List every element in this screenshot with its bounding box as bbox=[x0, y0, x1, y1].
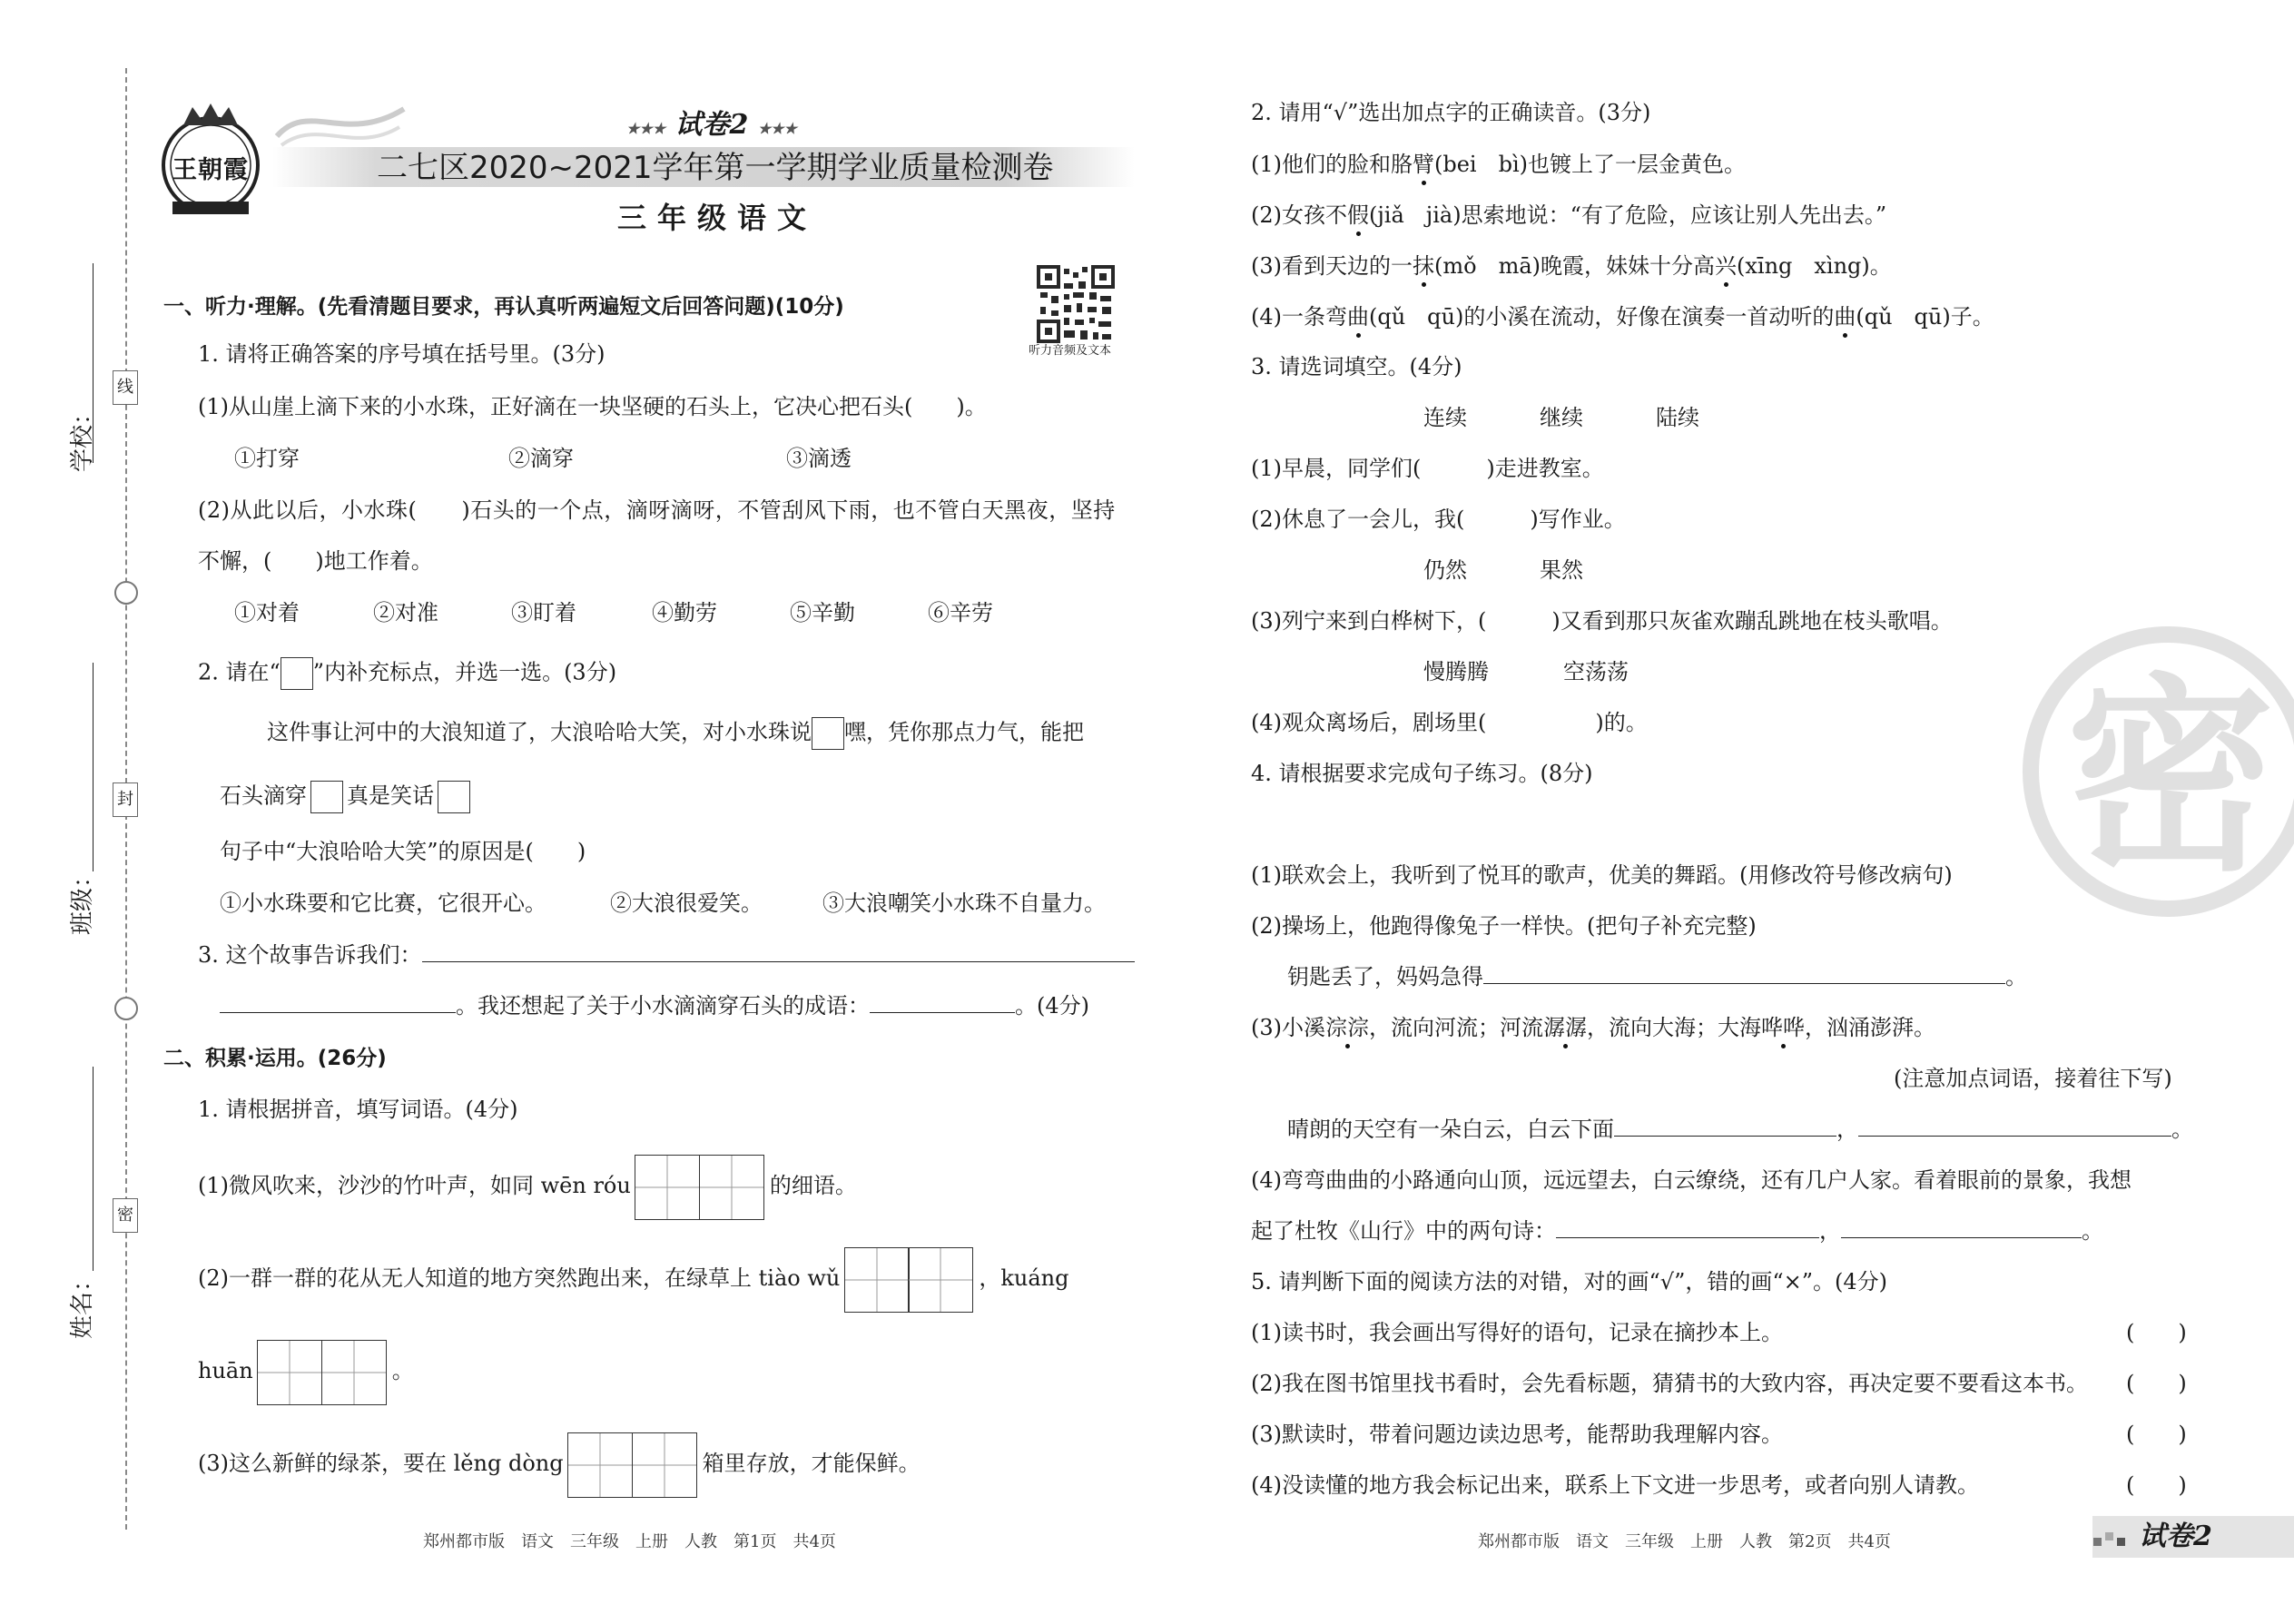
q1-stem: 1. 请将正确答案的序号填在括号里。(3分) bbox=[198, 341, 605, 367]
q22-4-a: (4)一条弯 bbox=[1251, 304, 1347, 330]
q24-4-line1: (4)弯弯曲曲的小路通向山顶，远远望去，白云缭绕，还有几户人家。看着眼前的景象，我想 bbox=[1251, 1167, 2132, 1193]
school-field[interactable] bbox=[64, 263, 100, 536]
binding-hole-1 bbox=[114, 581, 138, 605]
q23-stem: 3. 请选词填空。(4分) bbox=[1251, 354, 1462, 379]
logo-badge bbox=[156, 100, 265, 218]
q25-answer-3[interactable]: ( ) bbox=[2126, 1422, 2187, 1447]
q3-line2 bbox=[220, 991, 1089, 1020]
q24-3-b: ，流向河流；河流 bbox=[1369, 1015, 1543, 1040]
q21-3-tail: 箱里存放，才能保鲜。 bbox=[702, 1451, 921, 1476]
footer-left: 郑州都市版 语文 三年级 上册 人教 第1页 共4页 bbox=[423, 1532, 836, 1551]
q23-1[interactable]: (1)早晨，同学们( )走进教室。 bbox=[1251, 456, 1604, 481]
q2-option-1: ①小水珠要和它比赛，它很开心。 bbox=[220, 891, 546, 916]
q23-word-4: 仍然 bbox=[1423, 557, 1467, 583]
q25-answer-1[interactable]: ( ) bbox=[2126, 1320, 2187, 1345]
q24-3-dotted-word-1: 淙淙 bbox=[1325, 1015, 1369, 1040]
punct-box-sample bbox=[281, 657, 313, 690]
q1-1-option-2: ②滴穿 bbox=[508, 446, 574, 471]
q21-2-huan: huān bbox=[198, 1358, 253, 1383]
q24-2-answer bbox=[1287, 962, 2027, 991]
q3-prompt: 3. 这个故事告诉我们： bbox=[198, 942, 422, 968]
q23-3[interactable]: (3)列宁来到白桦树下，( )又看到那只灰雀欢蹦乱跳地在枝头歌唱。 bbox=[1251, 608, 1953, 634]
qr-code[interactable] bbox=[1037, 265, 1115, 343]
school-label: 学校： bbox=[69, 400, 96, 472]
binding-margin bbox=[0, 0, 154, 1624]
q25-item-4: (4)没读懂的地方我会标记出来，联系上下文进一步思考，或者向别人请教。 bbox=[1251, 1472, 1979, 1498]
q23-word-6: 慢腾腾 bbox=[1423, 659, 1489, 684]
exam-subject: 三年级语文 bbox=[617, 201, 818, 235]
q2-option-2: ②大浪很爱笑。 bbox=[610, 891, 763, 916]
q22-1-dotted-char: 臂 bbox=[1413, 152, 1434, 177]
qr-code-icon bbox=[1037, 265, 1115, 343]
q2-passage-line1 bbox=[267, 717, 1084, 750]
q21-2-cont bbox=[198, 1336, 414, 1405]
q23-word-7: 空荡荡 bbox=[1563, 659, 1629, 684]
punct-box-3[interactable] bbox=[438, 781, 470, 813]
q24-2-answer-line[interactable] bbox=[1483, 963, 2005, 984]
ribbon-icon bbox=[272, 91, 409, 154]
q21-stem: 1. 请根据拼音，填写词语。(4分) bbox=[198, 1097, 518, 1122]
q24-4-line2 bbox=[1251, 1216, 2103, 1245]
watermark-seal bbox=[2023, 626, 2294, 917]
ribbon-decoration bbox=[272, 91, 409, 154]
q25-stem: 5. 请判断下面的阅读方法的对错，对的画“√”，错的画“×”。(4分) bbox=[1251, 1269, 1888, 1294]
q25-item-1: (1)读书时，我会画出写得好的语句，记录在摘抄本上。 bbox=[1251, 1320, 1783, 1345]
q24-3 bbox=[1251, 1013, 1935, 1042]
q23-word-3: 陆续 bbox=[1656, 405, 1699, 430]
class-label: 班级： bbox=[69, 863, 96, 935]
q22-4-c[interactable]: (qǔ qū)子。 bbox=[1856, 304, 1994, 330]
q2-stem-pre: 2. 请在“ bbox=[198, 659, 281, 685]
q21-1-text: (1)微风吹来，沙沙的竹叶声，如同 wēn róu bbox=[198, 1173, 631, 1198]
q1-1-option-3: ③滴透 bbox=[786, 446, 852, 471]
q21-2 bbox=[198, 1244, 1068, 1313]
square-icon bbox=[2093, 1538, 2102, 1546]
q1-2-option-1: ①对着 bbox=[234, 600, 300, 625]
q24-stem: 4. 请根据要求完成句子练习。(8分) bbox=[1251, 761, 1593, 786]
punct-box-2[interactable] bbox=[310, 781, 343, 813]
footer-tag: 试卷2 bbox=[2139, 1521, 2212, 1552]
star-icons-right: ★★★ bbox=[757, 120, 797, 137]
q22-stem: 2. 请用“√”选出加点字的正确读音。(3分) bbox=[1251, 100, 1651, 125]
q22-4 bbox=[1251, 302, 1994, 331]
binding-hole-2 bbox=[114, 997, 138, 1020]
q22-2-b[interactable]: (jiǎ jià)思索地说：“有了危险，应该让别人先出去。” bbox=[1369, 202, 1887, 228]
q24-2-prompt: 钥匙丢了，妈妈急得 bbox=[1287, 964, 1483, 989]
q22-2-a: (2)女孩不 bbox=[1251, 202, 1347, 228]
punct-box-1[interactable] bbox=[812, 717, 844, 750]
q24-4-comma: ， bbox=[1819, 1218, 1841, 1244]
watermark-char: 密 bbox=[2066, 657, 2276, 900]
logo-text: 王朝霞 bbox=[172, 156, 249, 184]
q24-1[interactable]: (1)联欢会上，我听到了悦耳的歌声，优美的舞蹈。(用修改符号修改病句) bbox=[1251, 862, 1953, 888]
binding-mark-mi: 密 bbox=[113, 1198, 138, 1233]
q1-2-line2: 不懈，( )地工作着。 bbox=[198, 548, 433, 574]
q24-3-dotted-word-2: 潺潺 bbox=[1543, 1015, 1587, 1040]
q2-stem bbox=[198, 657, 616, 690]
pinyin-boxes-wenrou[interactable] bbox=[636, 1155, 764, 1220]
footer-right: 郑州都市版 语文 三年级 上册 人教 第2页 共4页 bbox=[1478, 1532, 1891, 1551]
q2-stem-post: ”内补充标点，并选一选。(3分) bbox=[312, 659, 617, 685]
q23-word-5: 果然 bbox=[1540, 557, 1583, 583]
binding-mark-xian: 线 bbox=[113, 370, 138, 405]
q22-4-b[interactable]: (qǔ qū)的小溪在流动，好像在演奏一首动听的 bbox=[1369, 304, 1835, 330]
q24-3-prompt: 晴朗的天空有一朵白云，白云下面 bbox=[1287, 1117, 1614, 1142]
pinyin-boxes-kuanghuan[interactable] bbox=[259, 1340, 387, 1405]
q21-2-end: 。 bbox=[391, 1358, 414, 1383]
q22-4-dotted-char-2: 曲 bbox=[1834, 304, 1856, 330]
q2-option-3: ③大浪嘲笑小水珠不自量力。 bbox=[822, 891, 1106, 916]
square-icon bbox=[2105, 1532, 2113, 1540]
q24-4-poem-line-2[interactable] bbox=[1841, 1217, 2082, 1238]
q25-answer-2[interactable]: ( ) bbox=[2126, 1371, 2187, 1396]
q22-1 bbox=[1251, 150, 1746, 179]
q2-passage-d: 真是笑话 bbox=[347, 782, 434, 809]
q3-idiom-line[interactable] bbox=[870, 992, 1015, 1013]
pinyin-boxes-tiaowu[interactable] bbox=[845, 1247, 973, 1313]
q23-word-1: 连续 bbox=[1423, 405, 1467, 430]
q21-3 bbox=[198, 1429, 921, 1498]
class-field[interactable] bbox=[64, 663, 100, 953]
name-label: 姓名： bbox=[69, 1267, 96, 1339]
q2-question: 句子中“大浪哈哈大笑”的原因是( ) bbox=[220, 839, 586, 864]
q23-word-2: 继续 bbox=[1540, 405, 1583, 430]
q21-2-kuang: ，kuáng bbox=[979, 1265, 1069, 1291]
q25-item-2: (2)我在图书馆里找书看时，会先看标题，猜猜书的大致内容，再决定要不要看这本书。 bbox=[1251, 1371, 2088, 1396]
section-1-title: 一、听力·理解。(先看清题目要求，再认真听两遍短文后回答问题)(10分) bbox=[163, 295, 844, 319]
q23-2[interactable]: (2)休息了一会儿，我( )写作业。 bbox=[1251, 507, 1626, 532]
q24-3-answer-line-2[interactable] bbox=[1858, 1116, 2171, 1137]
q24-3-answer-line-1[interactable] bbox=[1614, 1116, 1836, 1137]
q22-3 bbox=[1251, 251, 1892, 281]
exam-series-label: 试卷2 bbox=[674, 109, 749, 141]
q21-1 bbox=[198, 1151, 857, 1220]
q25-item-3: (3)默读时，带着问题边读边思考，能帮助我理解内容。 bbox=[1251, 1422, 1783, 1447]
q25-answer-4[interactable]: ( ) bbox=[2126, 1472, 2187, 1498]
q24-2-period: 。 bbox=[2005, 964, 2027, 989]
q22-3-dotted-char-2: 兴 bbox=[1715, 253, 1737, 279]
q22-3-c[interactable]: (xīng xìng)。 bbox=[1737, 253, 1892, 279]
q1-2-option-4: ④勤劳 bbox=[652, 600, 717, 625]
school-underline bbox=[93, 263, 94, 463]
q24-3-c: ，流向大海；大海 bbox=[1587, 1015, 1761, 1040]
binding-mark-feng: 封 bbox=[113, 782, 138, 817]
q24-3-a: (3)小溪 bbox=[1251, 1015, 1325, 1040]
q23-4[interactable]: (4)观众离场后，剧场里( )的。 bbox=[1251, 710, 1648, 735]
name-field[interactable] bbox=[64, 1067, 100, 1357]
q22-1-a: (1)他们的脸和胳 bbox=[1251, 152, 1413, 177]
q24-3-dotted-word-3: 哗哗 bbox=[1761, 1015, 1805, 1040]
q2-passage-a: 这件事让河中的大浪知道了，大浪哈哈大笑，对小水珠说 bbox=[267, 719, 812, 745]
class-underline bbox=[93, 663, 94, 871]
qr-caption: 听力音频及文本 bbox=[1029, 344, 1112, 358]
q1-2-line1: (2)从此以后，小水珠( )石头的一个点，滴呀滴呀，不管刮风下雨，也不管白天黑夜，坚持 bbox=[198, 497, 1116, 523]
pinyin-boxes-lengdong[interactable] bbox=[569, 1432, 697, 1498]
exam-series bbox=[626, 109, 797, 145]
footer-tag-squares bbox=[2093, 1530, 2130, 1549]
q22-4-dotted-char-1: 曲 bbox=[1347, 304, 1369, 330]
q3-score: 。(4分) bbox=[1015, 993, 1089, 1019]
q2-passage-c: 石头滴穿 bbox=[220, 782, 307, 809]
q24-4-poem-line-1[interactable] bbox=[1556, 1217, 1819, 1238]
q22-3-b[interactable]: (mǒ mā)晚霞，妹妹十分高 bbox=[1434, 253, 1715, 279]
q22-2-dotted-char: 假 bbox=[1347, 202, 1369, 228]
q21-1-tail: 的细语。 bbox=[769, 1173, 857, 1198]
q2-passage-b: 嘿，凭你那点力气，能把 bbox=[844, 719, 1084, 745]
q1-1: (1)从山崖上滴下来的小水珠，正好滴在一块坚硬的石头上，它决心把石头( )。 bbox=[198, 394, 987, 419]
q1-2-option-5: ⑤辛勤 bbox=[790, 600, 855, 625]
name-underline bbox=[93, 1067, 94, 1271]
q24-3-comma: ， bbox=[1836, 1117, 1858, 1142]
square-icon bbox=[2117, 1538, 2125, 1546]
q22-1-b[interactable]: (bei bì)也镀上了一层金黄色。 bbox=[1434, 152, 1747, 177]
exam-title: 二七区2020~2021学年第一学期学业质量检测卷 bbox=[377, 150, 1054, 186]
q22-3-dotted-char-1: 抹 bbox=[1413, 253, 1434, 279]
q21-2-text: (2)一群一群的花从无人知道的地方突然跑出来，在绿草上 tiào wǔ bbox=[198, 1265, 841, 1291]
q3-idiom-prompt: 。我还想起了关于小水滴滴穿石头的成语： bbox=[456, 993, 870, 1019]
q24-3-answer bbox=[1287, 1115, 2193, 1144]
q1-2-option-2: ②对准 bbox=[373, 600, 438, 625]
q24-4-prompt: 起了杜牧《山行》中的两句诗： bbox=[1251, 1218, 1556, 1244]
q24-3-d: ，汹涌澎湃。 bbox=[1805, 1015, 1935, 1040]
q24-2: (2)操场上，他跑得像兔子一样快。(把句子补充完整) bbox=[1251, 913, 1757, 939]
section-2-title: 二、积累·运用。(26分) bbox=[163, 1047, 387, 1070]
q3-line1 bbox=[198, 940, 1135, 969]
q1-2-option-3: ③盯着 bbox=[511, 600, 576, 625]
q3-answer-line-2[interactable] bbox=[220, 992, 456, 1013]
q1-2-option-6: ⑥辛劳 bbox=[928, 600, 993, 625]
q24-3-period: 。 bbox=[2171, 1117, 2193, 1142]
q3-answer-line-1[interactable] bbox=[422, 941, 1135, 962]
q21-3-text: (3)这么新鲜的绿茶，要在 lěng dòng bbox=[198, 1451, 564, 1476]
q1-1-option-1: ①打穿 bbox=[234, 446, 300, 471]
q2-passage-line2 bbox=[220, 781, 470, 813]
q22-2 bbox=[1251, 201, 1886, 230]
q24-3-note: (注意加点词语，接着往下写) bbox=[1894, 1066, 2172, 1091]
q22-3-a: (3)看到天边的一 bbox=[1251, 253, 1413, 279]
q24-4-period: 。 bbox=[2082, 1218, 2103, 1244]
star-icons-left: ★★★ bbox=[626, 120, 666, 137]
